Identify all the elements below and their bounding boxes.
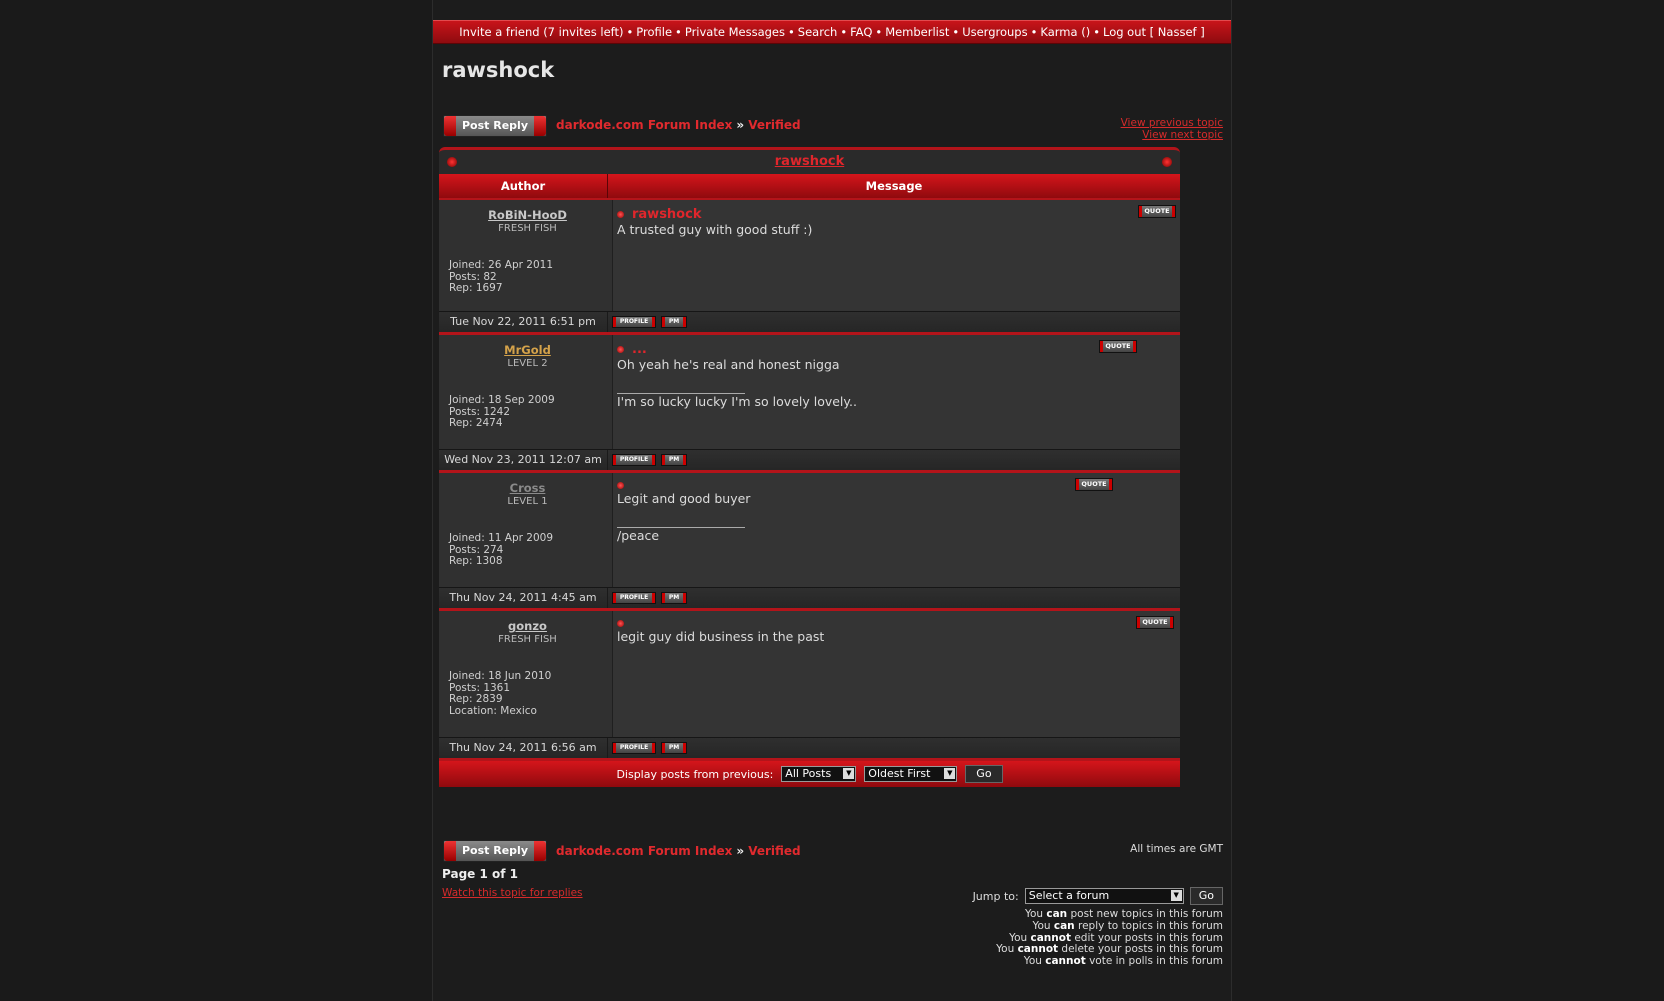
nav-separator: • [840, 25, 848, 39]
profile-button[interactable]: PROFILE [612, 316, 656, 328]
author-stats [449, 671, 551, 717]
pm-button[interactable]: PM [661, 592, 687, 604]
permission-text: delete your posts in this forum [1058, 943, 1223, 956]
topic-navigation [1121, 117, 1223, 141]
permission-status: can [1053, 919, 1075, 932]
author-joined: Joined: 18 Jun 2010 [449, 670, 552, 682]
posts-table [439, 147, 1180, 787]
post-subject [617, 617, 1176, 629]
post-icon [617, 211, 624, 218]
nav-profile-link[interactable]: Profile [636, 25, 673, 39]
post-reply-button[interactable]: Post Reply [443, 840, 547, 862]
post-footer [439, 311, 1180, 332]
quote-button[interactable]: QUOTE [1099, 340, 1137, 353]
permission-status: cannot [1045, 955, 1086, 968]
author-joined: Joined: 11 Apr 2009 [449, 532, 554, 544]
post-subject-text: rawshock [632, 206, 702, 222]
permission-text: You [1032, 919, 1054, 932]
pm-button[interactable]: PM [661, 454, 687, 466]
page-title: rawshock [442, 58, 555, 82]
page-info: Page 1 of 1 [442, 867, 518, 881]
author-cell [439, 335, 613, 449]
author-joined: Joined: 26 Apr 2011 [449, 259, 554, 271]
jump-go-button[interactable]: Go [1190, 887, 1223, 905]
permission-line [996, 956, 1223, 968]
nav-memberlist-link[interactable]: Memberlist [885, 25, 950, 39]
permission-text: You [1009, 931, 1031, 944]
author-rep: Rep: 1697 [449, 282, 503, 294]
author-cell [439, 473, 613, 587]
permission-status: cannot [1017, 943, 1059, 956]
author-location: Location: Mexico [449, 704, 537, 717]
chevron-down-icon: ▼ [1171, 890, 1182, 901]
author-stats [449, 533, 553, 568]
display-posts-bar [439, 758, 1180, 787]
chevron-down-icon: ▼ [843, 768, 854, 779]
post-footer [439, 587, 1180, 608]
quote-button[interactable]: QUOTE [1136, 616, 1174, 629]
post [439, 608, 1180, 758]
author-column-header: Author [439, 174, 608, 198]
nav-separator: • [626, 25, 634, 39]
post-actions [608, 738, 687, 758]
author-name-link[interactable]: RoBiN-HooD [488, 208, 567, 222]
permission-text: You [1023, 955, 1046, 968]
nav-separator: • [875, 25, 883, 39]
author-rep: Rep: 1308 [449, 555, 503, 567]
message-cell [613, 200, 1180, 311]
post-subject [617, 341, 1176, 357]
message-column-header: Message [865, 179, 923, 193]
breadcrumb-forum-link[interactable]: Verified [748, 118, 801, 132]
post-signature: /peace [617, 528, 660, 543]
view-previous-topic-link[interactable]: View previous topic [1120, 117, 1223, 129]
nav-separator: • [952, 25, 960, 39]
topic-title-link[interactable]: rawshock [774, 154, 845, 169]
display-go-button[interactable]: Go [965, 765, 1002, 783]
author-cell [439, 200, 613, 311]
top-navigation [433, 20, 1231, 44]
post-icon [617, 620, 624, 627]
post [439, 470, 1180, 608]
view-next-topic-link[interactable]: View next topic [1142, 129, 1223, 141]
jump-to-forum [973, 887, 1223, 905]
author-name-link[interactable]: gonzo [508, 619, 547, 633]
author-posts: Posts: 274 [449, 543, 504, 556]
post [439, 332, 1180, 470]
permission-status: can [1046, 908, 1068, 920]
watch-topic-link[interactable]: Watch this topic for replies [442, 887, 583, 899]
post-icon [617, 482, 624, 489]
author-rank: FRESH FISH [498, 634, 557, 645]
post-reply-button[interactable]: Post Reply [443, 115, 547, 137]
post-text: Legit and good buyer [617, 491, 751, 506]
nav-separator: • [1030, 25, 1038, 39]
nav-separator: • [788, 25, 795, 39]
breadcrumb-separator: » [736, 118, 745, 132]
page-wrapper [432, 0, 1232, 1001]
post-text: Oh yeah he's real and honest nigga [617, 357, 840, 372]
author-rep: Rep: 2474 [449, 417, 503, 429]
post-actions [608, 450, 687, 470]
permission-status: cannot [1030, 931, 1071, 944]
table-header [439, 174, 1180, 198]
permission-text: You [1024, 908, 1047, 920]
author-posts: Posts: 1242 [449, 405, 511, 418]
nav-private-messages-link[interactable]: Private Messages [684, 25, 785, 39]
message-cell [613, 611, 1180, 737]
pm-button[interactable]: PM [661, 316, 687, 328]
posts-range-select[interactable] [781, 766, 856, 782]
breadcrumb-forum-index-link[interactable]: darkode.com Forum Index [556, 844, 733, 858]
nav-invite-link[interactable]: Invite a friend (7 invites left) [459, 25, 624, 39]
post-date: Wed Nov 23, 2011 12:07 am [439, 450, 608, 470]
jump-to-label: Jump to: [972, 889, 1019, 903]
nav-separator: • [1093, 25, 1100, 39]
post-actions [608, 588, 687, 608]
nav-usergroups-link[interactable]: Usergroups [962, 25, 1028, 39]
permission-text: reply to topics in this forum [1074, 919, 1223, 932]
nav-logout-link[interactable]: Log out [ Nassef ] [1102, 25, 1205, 39]
author-posts: Posts: 82 [449, 270, 497, 283]
jump-to-select[interactable] [1025, 888, 1184, 904]
quote-button[interactable]: QUOTE [1138, 205, 1176, 218]
post-text: legit guy did business in the past [617, 629, 825, 644]
author-rank: LEVEL 2 [507, 358, 548, 369]
post-footer [439, 737, 1180, 758]
chevron-down-icon: ▼ [944, 768, 955, 779]
author-stats [449, 260, 553, 295]
breadcrumb [556, 118, 801, 132]
post-footer [439, 449, 1180, 470]
author-stats [449, 395, 555, 430]
post-signature: I'm so lucky lucky I'm so lovely lovely.. [617, 394, 857, 409]
permission-text: vote in polls in this forum [1085, 955, 1223, 968]
permission-text: post new topics in this forum [1067, 908, 1223, 920]
post-icon [617, 346, 624, 353]
post-date: Tue Nov 22, 2011 6:51 pm [439, 312, 608, 332]
author-joined: Joined: 18 Sep 2009 [449, 394, 555, 406]
forum-permissions [996, 909, 1223, 968]
message-cell [613, 335, 1180, 449]
nav-search-link[interactable]: Search [797, 25, 838, 39]
breadcrumb-forum-link[interactable]: Verified [748, 844, 801, 858]
nav-karma-link[interactable]: Karma () [1040, 25, 1091, 39]
post-subject [617, 206, 1176, 222]
post-subject-text: ... [632, 341, 647, 357]
permission-text: edit your posts in this forum [1071, 931, 1223, 944]
profile-button[interactable]: PROFILE [612, 742, 656, 754]
post [439, 198, 1180, 332]
table-title-bar [439, 147, 1180, 174]
breadcrumb [556, 844, 801, 858]
author-cell [439, 611, 613, 737]
post-date: Thu Nov 24, 2011 6:56 am [439, 738, 608, 758]
bullet-icon [447, 157, 457, 167]
post-date: Thu Nov 24, 2011 4:45 am [439, 588, 608, 608]
author-rep: Rep: 2839 [449, 693, 503, 705]
jump-to-value: Select a forum [1028, 889, 1110, 902]
pm-button[interactable]: PM [661, 742, 687, 754]
display-posts-label: Display posts from previous: [616, 767, 774, 781]
quote-button[interactable]: QUOTE [1075, 478, 1113, 491]
bullet-icon [1162, 157, 1172, 167]
timezone-note: All times are GMT [1130, 843, 1223, 855]
posts-range-value: All Posts [785, 767, 832, 780]
breadcrumb-forum-index-link[interactable]: darkode.com Forum Index [556, 118, 733, 132]
post-actions [608, 312, 687, 332]
posts-order-value: Oldest First [868, 767, 931, 780]
profile-button[interactable]: PROFILE [612, 592, 656, 604]
profile-button[interactable]: PROFILE [612, 454, 656, 466]
breadcrumb-separator: » [736, 844, 745, 858]
author-rank: LEVEL 1 [507, 496, 548, 507]
author-posts: Posts: 1361 [449, 681, 511, 694]
author-name-link[interactable]: Cross [509, 481, 546, 495]
message-cell [613, 473, 1180, 587]
nav-faq-link[interactable]: FAQ [850, 25, 873, 39]
author-rank: FRESH FISH [498, 223, 557, 234]
post-text: A trusted guy with good stuff :) [617, 222, 813, 237]
author-name-link[interactable]: MrGold [504, 343, 551, 357]
posts-order-select[interactable] [864, 766, 957, 782]
permission-text: You [996, 943, 1018, 956]
nav-separator: • [675, 25, 682, 39]
